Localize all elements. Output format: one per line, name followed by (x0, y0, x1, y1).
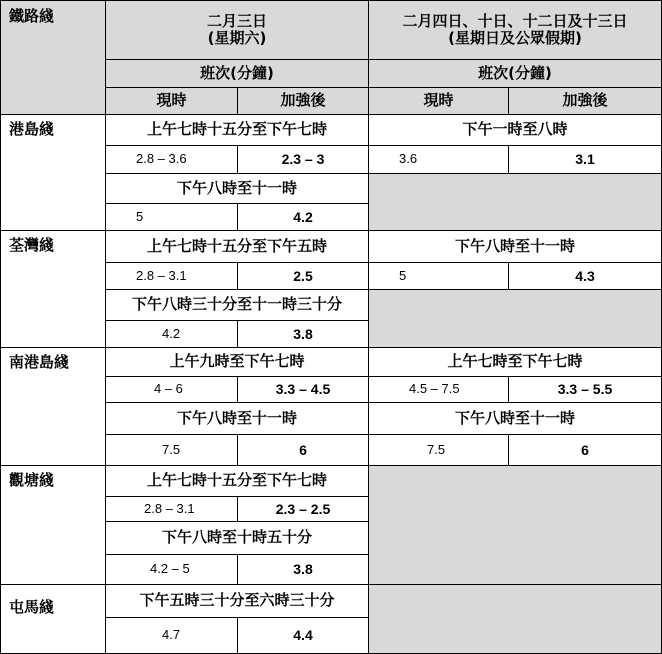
island-sat-p1-current-value: 2.8 – 3.6 (136, 151, 187, 167)
south-island-sat-p2-enhanced (237, 434, 369, 466)
island-sun-period-1 (368, 114, 662, 146)
header-interval-sat-label: 班次(分鐘) (200, 63, 274, 82)
tuen-ma-sat-period-1-label: 下午五時三十分至六時三十分 (139, 591, 335, 610)
header-date-sun-weekday: (星期日及公眾假期) (448, 29, 582, 47)
tsuen-wan-sat-period-2-label: 下午八時三十分至十一時三十分 (131, 295, 342, 314)
header-enhanced-sat (237, 87, 369, 115)
header-enhanced-sun-label: 加強後 (562, 91, 608, 110)
tsuen-wan-sat-p1-current (105, 262, 238, 290)
tuen-ma-sun-empty (368, 584, 662, 654)
south-island-sat-period-2-label: 下午八時至十一時 (176, 408, 297, 427)
header-current-sat-label: 現時 (156, 91, 187, 110)
header-railway-line-label: 鐵路綫 (9, 7, 55, 25)
island-sat-period-1 (105, 114, 369, 146)
tsuen-wan-sat-p2-enhanced-value: 3.8 (293, 325, 313, 342)
kwun-tong-sat-p1-enhanced-value: 2.3 – 2.5 (275, 500, 331, 517)
kwun-tong-sat-p2-current-value: 4.2 – 5 (150, 561, 190, 577)
island-sun-p1-current-value: 3.6 (399, 151, 418, 167)
header-current-sun (368, 87, 509, 115)
line-name-tsuen-wan (0, 230, 106, 348)
island-sat-p1-current (105, 145, 238, 174)
line-name-tsuen-wan-label: 荃灣綫 (9, 236, 55, 254)
island-sat-p2-current-value: 5 (136, 208, 144, 224)
south-island-sun-period-2-label: 下午八時至十一時 (454, 408, 575, 427)
south-island-sun-p1-current-value: 4.5 – 7.5 (409, 381, 460, 397)
line-name-island-label: 港島綫 (9, 120, 55, 138)
south-island-sat-p1-current (105, 376, 238, 403)
south-island-sun-p2-enhanced-value: 6 (581, 441, 589, 458)
island-sat-period-2 (105, 173, 369, 204)
kwun-tong-sat-p2-enhanced-value: 3.8 (293, 561, 313, 578)
island-sun-empty (368, 173, 662, 231)
south-island-sun-p2-current (368, 434, 509, 466)
tsuen-wan-sat-p2-enhanced (237, 320, 369, 348)
island-sat-p2-enhanced-value: 4.2 (293, 208, 313, 225)
south-island-sat-period-2 (105, 402, 369, 435)
tsuen-wan-sun-p1-current (368, 262, 509, 290)
south-island-sun-p2-current-value: 7.5 (427, 441, 446, 457)
header-date-sat-weekday: (星期六) (207, 29, 267, 47)
kwun-tong-sat-p2-current (105, 554, 238, 585)
header-date-sat (105, 0, 369, 60)
south-island-sun-p1-enhanced-value: 3.3 – 5.5 (557, 381, 613, 398)
tsuen-wan-sat-p1-current-value: 2.8 – 3.1 (136, 267, 187, 283)
tsuen-wan-sun-p1-current-value: 5 (399, 267, 407, 283)
header-date-sat-label: 二月三日 (206, 11, 267, 30)
tsuen-wan-sat-p1-enhanced-value: 2.5 (293, 267, 313, 284)
south-island-sat-p1-enhanced (237, 376, 369, 403)
tuen-ma-sat-p1-enhanced-value: 4.4 (293, 627, 313, 644)
line-name-south-island-label: 南港島綫 (9, 353, 70, 371)
south-island-sun-p1-enhanced (508, 376, 662, 403)
island-sun-p1-enhanced-value: 3.1 (575, 151, 595, 168)
kwun-tong-sun-empty (368, 465, 662, 585)
line-name-tuen-ma-label: 屯馬綫 (9, 598, 55, 616)
island-sat-p1-enhanced-value: 2.3 – 3 (281, 151, 325, 168)
kwun-tong-sat-period-2 (105, 521, 369, 555)
south-island-sat-p1-current-value: 4 – 6 (154, 381, 183, 397)
kwun-tong-sat-p1-current-value: 2.8 – 3.1 (144, 500, 195, 516)
tsuen-wan-sat-p2-current (105, 320, 238, 348)
island-sat-period-2-label: 下午八時至十一時 (176, 178, 297, 197)
line-name-tuen-ma (0, 584, 106, 654)
kwun-tong-sat-p2-enhanced (237, 554, 369, 585)
line-name-kwun-tong-label: 觀塘綫 (9, 471, 55, 489)
line-name-south-island (0, 347, 106, 466)
kwun-tong-sat-period-1 (105, 465, 369, 497)
tsuen-wan-sat-p2-current-value: 4.2 (162, 325, 181, 341)
south-island-sun-p2-enhanced (508, 434, 662, 466)
header-interval-sun-label: 班次(分鐘) (478, 63, 552, 82)
south-island-sun-period-1-label: 上午七時至下午七時 (447, 352, 583, 371)
line-name-kwun-tong (0, 465, 106, 585)
island-sun-p1-enhanced (508, 145, 662, 174)
tuen-ma-sat-p1-current-value: 4.7 (162, 627, 181, 643)
south-island-sat-p2-current (105, 434, 238, 466)
tsuen-wan-sun-p1-enhanced (508, 262, 662, 290)
south-island-sun-period-1 (368, 347, 662, 377)
south-island-sat-p2-enhanced-value: 6 (299, 441, 307, 458)
kwun-tong-sat-p1-current (105, 496, 238, 522)
tuen-ma-sat-p1-enhanced (237, 617, 369, 654)
tuen-ma-sat-period-1 (105, 584, 369, 618)
header-enhanced-sun (508, 87, 662, 115)
kwun-tong-sat-p1-enhanced (237, 496, 369, 522)
tsuen-wan-sun-empty (368, 289, 662, 348)
header-enhanced-sat-label: 加強後 (280, 91, 326, 110)
line-name-island (0, 114, 106, 231)
tsuen-wan-sat-period-1-label: 上午七時十五分至下午五時 (146, 236, 327, 255)
kwun-tong-sat-period-2-label: 下午八時至十時五十分 (161, 528, 312, 547)
island-sat-p2-current (105, 203, 238, 231)
south-island-sun-period-2 (368, 402, 662, 435)
header-interval-sun (368, 59, 662, 88)
header-current-sun-label: 現時 (423, 91, 454, 110)
island-sun-p1-current (368, 145, 509, 174)
south-island-sat-p1-enhanced-value: 3.3 – 4.5 (275, 381, 331, 398)
header-interval-sat (105, 59, 369, 88)
island-sat-period-1-label: 上午七時十五分至下午七時 (146, 120, 327, 139)
tsuen-wan-sun-period-1 (368, 230, 662, 263)
south-island-sat-period-1-label: 上午九時至下午七時 (169, 352, 305, 371)
header-current-sat (105, 87, 238, 115)
island-sat-p2-enhanced (237, 203, 369, 231)
header-railway-line (0, 0, 106, 115)
south-island-sun-p1-current (368, 376, 509, 403)
tsuen-wan-sun-period-1-label: 下午八時至十一時 (454, 236, 575, 255)
header-date-sun-label: 二月四日、十日、十二日及十三日 (402, 11, 628, 30)
kwun-tong-sat-period-1-label: 上午七時十五分至下午七時 (146, 471, 327, 490)
tuen-ma-sat-p1-current (105, 617, 238, 654)
south-island-sat-period-1 (105, 347, 369, 377)
header-date-sun (368, 0, 662, 60)
tsuen-wan-sun-p1-enhanced-value: 4.3 (575, 267, 595, 284)
tsuen-wan-sat-period-2 (105, 289, 369, 321)
tsuen-wan-sat-p1-enhanced (237, 262, 369, 290)
south-island-sat-p2-current-value: 7.5 (162, 441, 181, 457)
tsuen-wan-sat-period-1 (105, 230, 369, 263)
island-sat-p1-enhanced (237, 145, 369, 174)
island-sun-period-1-label: 下午一時至八時 (462, 120, 568, 139)
